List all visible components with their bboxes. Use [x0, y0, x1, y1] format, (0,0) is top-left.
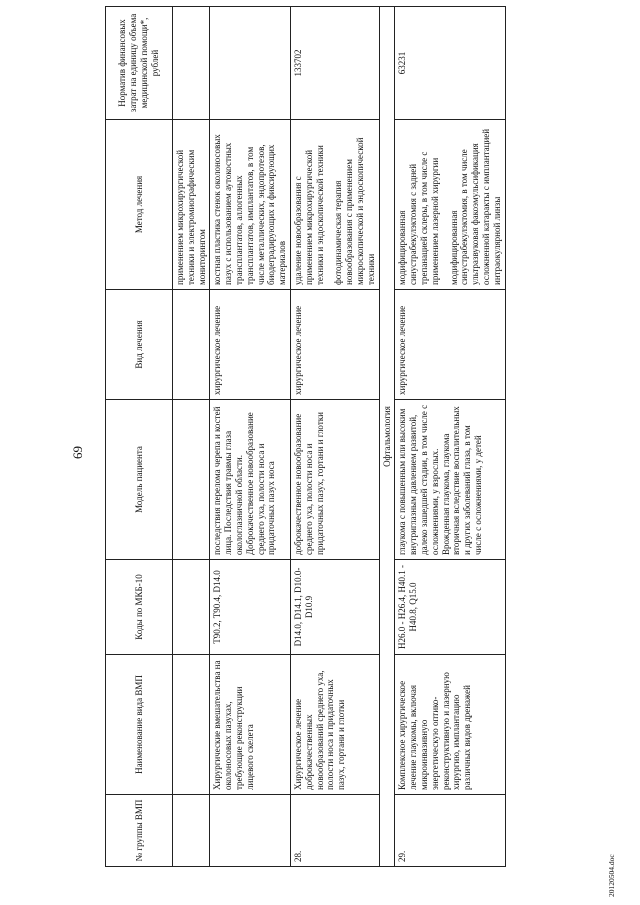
cell-group: 29.	[395, 795, 505, 867]
table-row	[173, 7, 210, 867]
cell-type: хирургическое лечение	[210, 290, 291, 400]
cell-model: глаукома с повышенным или высоким внутриглазным давлением развитой, далеко зашедшей стадии, в том числе с осложнениями, у взрослых. Врожденная глаукома, глаукома вторичная вследствие воспалительных и других заболеваний глаза, в том числе с осложнениями, у детей	[395, 400, 505, 560]
header-codes: Коды по МКБ-10	[106, 560, 173, 655]
header-type: Вид лечения	[106, 290, 173, 400]
cell-model: доброкачественное новообразование среднего уха, полости носа и придаточных пазух, гортани и глотки	[290, 400, 379, 560]
cell-method	[395, 120, 505, 290]
method-item: фотодинамическая терапия новообразования с применением микроскопической и эндоскопической техники	[333, 137, 376, 285]
cell-group: 28.	[290, 795, 379, 867]
cell-type: хирургическое лечение	[395, 290, 505, 400]
table-row	[395, 7, 505, 867]
table-row	[290, 7, 379, 867]
method-item: удаление новообразования с применением микрохирургической техники и эндоскопической техники	[292, 145, 325, 285]
cell-name: Комплексное хирургическое лечение глаукомы, включая микроинвазивную энергетическую оптико-реконструктивную и лазерную хирургию, имплантацию различных видов дренажей	[395, 655, 505, 795]
table-header-row	[106, 7, 173, 867]
cell-codes: T90.2, T90.4, D14.0	[210, 560, 291, 655]
method-item: модифицированная синустрабекулэктомия, в том числе ультразвуковая факоэмульсификация осложненной катаракты с имплантацией интраокулярной линзы	[448, 128, 502, 285]
vmp-table	[105, 6, 506, 867]
page-number: 69	[70, 446, 85, 459]
header-model: Модель пациента	[106, 400, 173, 560]
cell-model: последствия перелома черепа и костей лица. Последствия травмы глаза окологлазничной области. Доброкачественное новообразование среднего уха, полости носа и придаточных пазух носа	[210, 400, 291, 560]
table-row	[210, 7, 291, 867]
header-norm: Норматив финансовых затрат на единицу объема медицинской помощи*, рублей	[106, 7, 173, 120]
section-title: Офтальмология	[379, 7, 395, 867]
cell-method	[290, 120, 379, 290]
cell-norm: 133702	[290, 7, 379, 120]
document-footer: 20120504.doc	[607, 854, 616, 897]
section-row	[379, 7, 395, 867]
method-item: модифицированная синустрабекулэктомия с задней трепанацией склеры, в том числе с применением лазерной хирургии	[397, 151, 440, 285]
cell-name: Хирургическое лечение доброкачественных новообразований среднего уха, полости носа и придаточных пазух, гортани и глотки	[290, 655, 379, 795]
cell-codes: D14.0, D14.1, D10.0-D10.9	[290, 560, 379, 655]
header-name: Наименование вида ВМП	[106, 655, 173, 795]
cell-name: Хирургические вмешательства на околоносовых пазухах, требующие реконструкции лицевого скелета	[210, 655, 291, 795]
cell-method: применением микрохирургической техники и электромиографическим мониторингом	[173, 120, 210, 290]
cell-codes: H26.0 - H26.4, H40.1 - H40.8, Q15.0	[395, 560, 505, 655]
cell-type: хирургическое лечение	[290, 290, 379, 400]
header-group: № группы ВМП	[106, 795, 173, 867]
header-method: Метод лечения	[106, 120, 173, 290]
cell-norm: 63231	[395, 7, 505, 120]
cell-method: костная пластика стенок околоносовых пазух с использованием аутокостных трансплантатов, аллогенных трансплантатов, имплантатов, в том числе металлических, эндопротезов, биодеградирующих и фиксирующих материалов	[210, 120, 291, 290]
